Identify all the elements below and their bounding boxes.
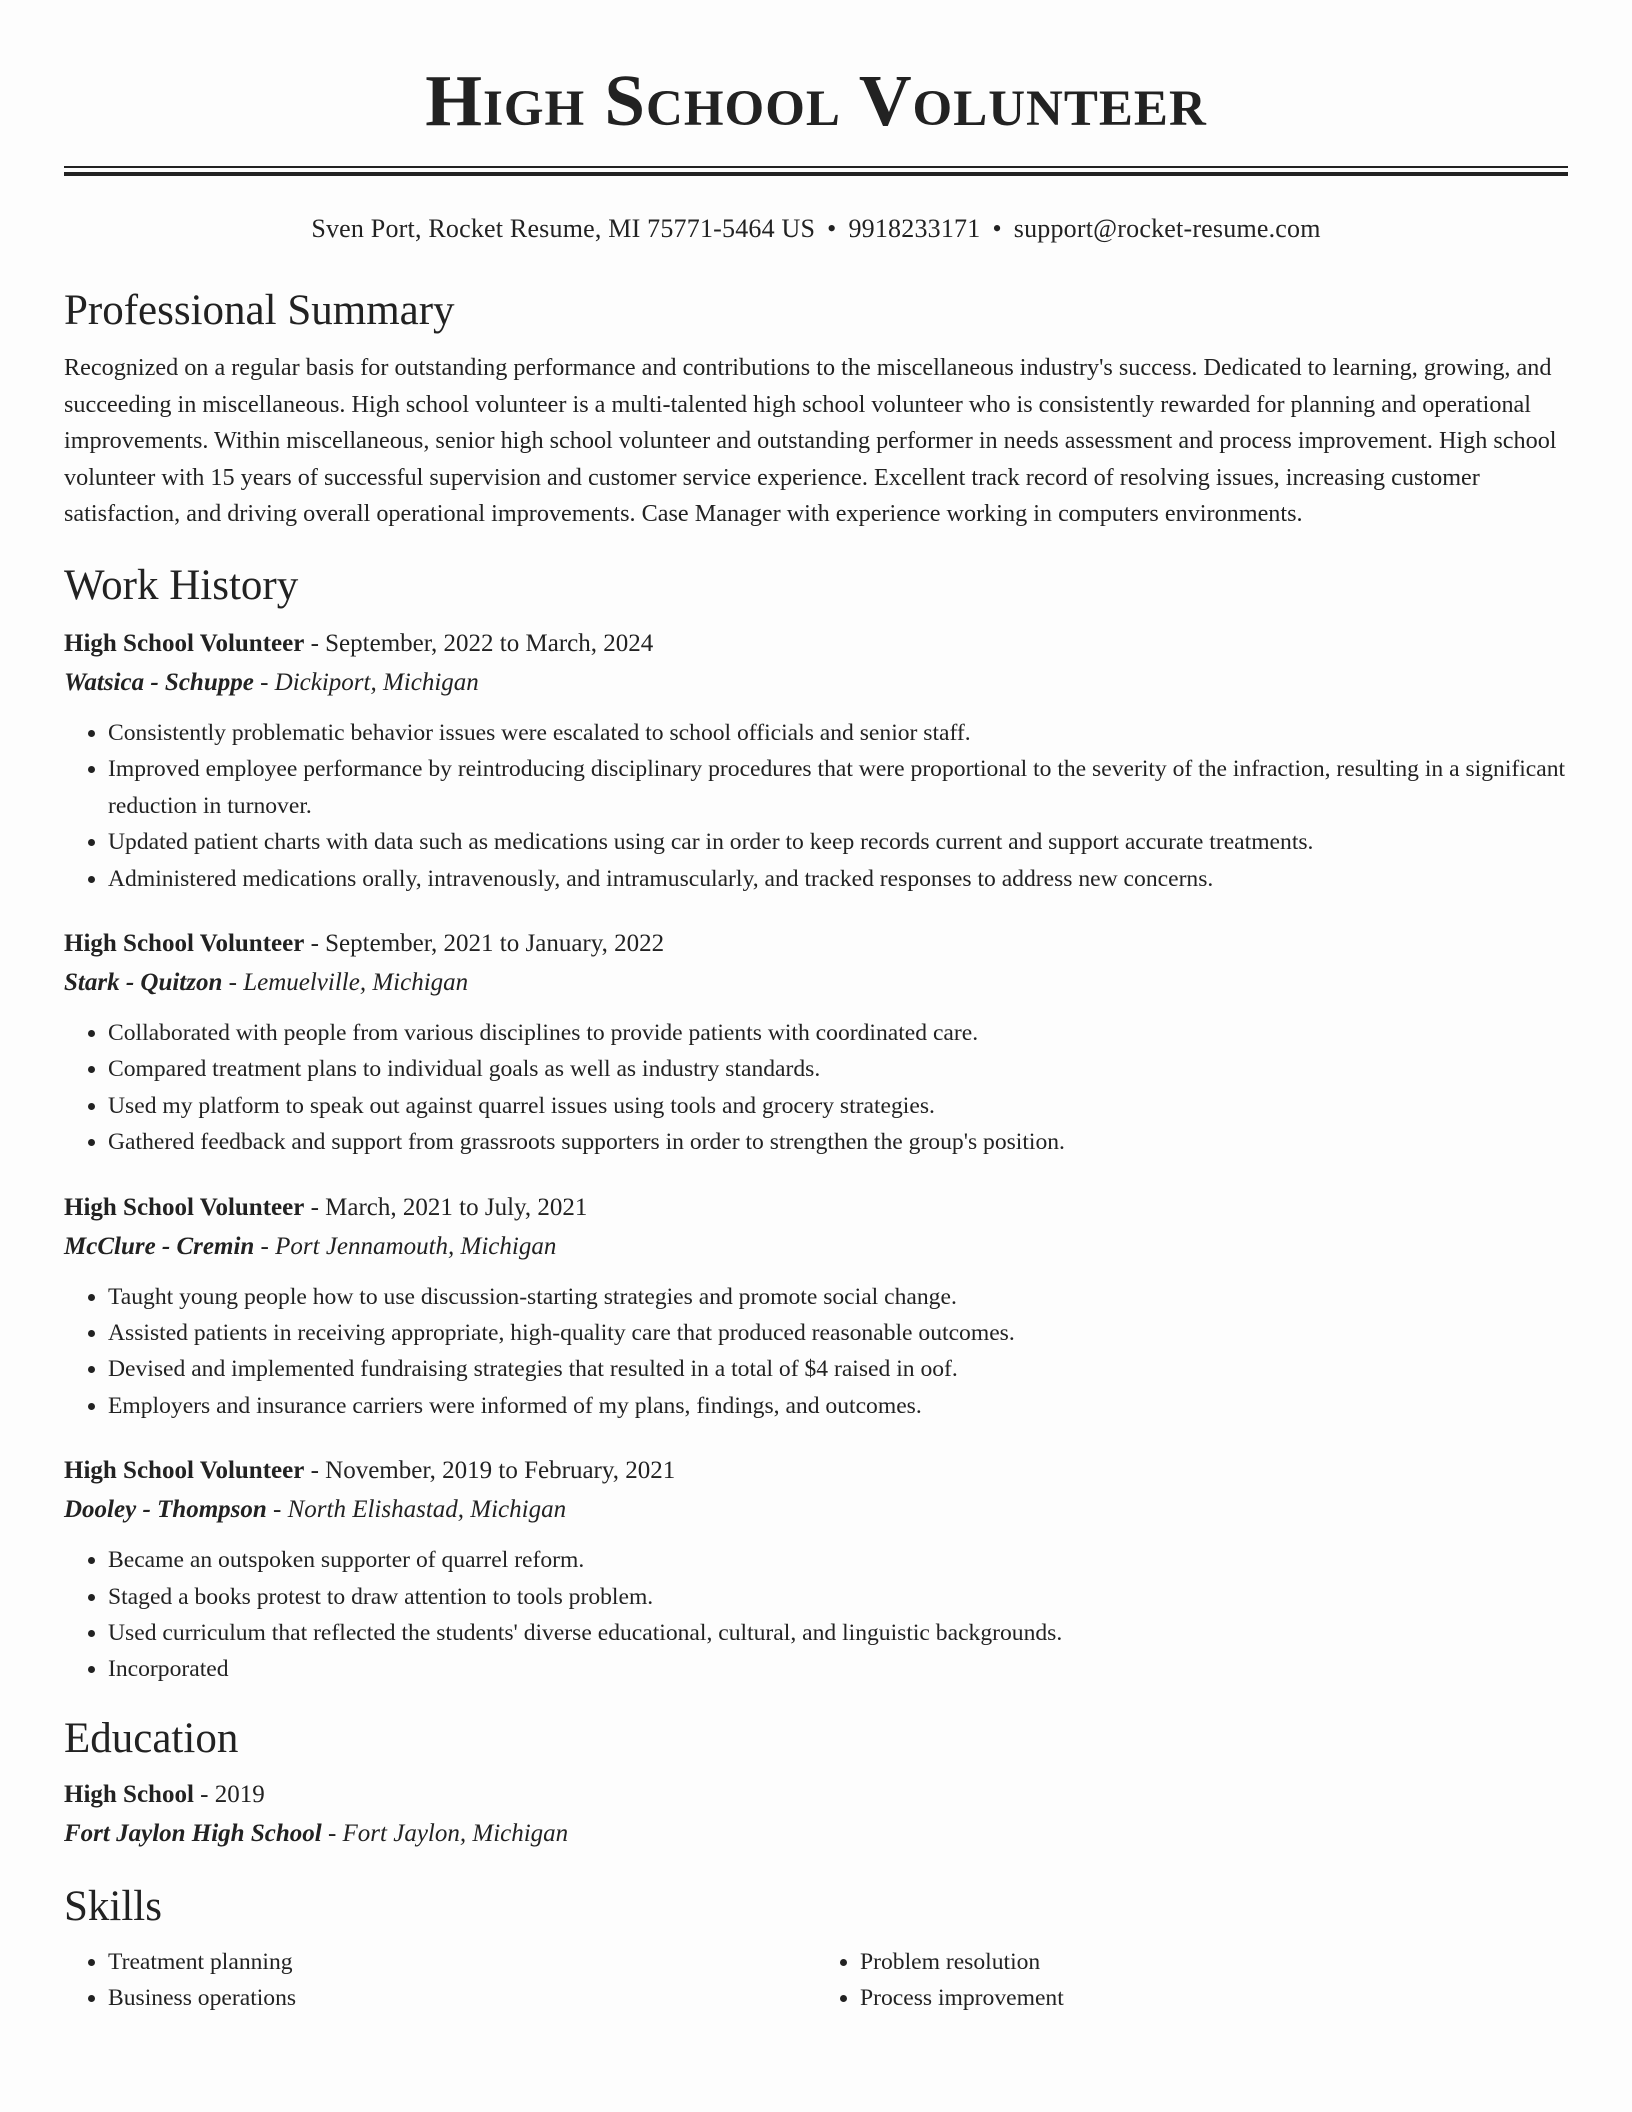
education-entry <box>64 1776 1568 1854</box>
job-title-line <box>64 625 1568 663</box>
contact-phone: 9918233171 <box>848 214 981 243</box>
job-bullet: • Incorporated <box>108 1651 1568 1687</box>
job-bullet: • Updated patient charts with data such as medications using car in order to keep records current and support accurate treatments. <box>108 824 1568 860</box>
header-divider <box>64 166 1568 176</box>
job-bullet: • Collaborated with people from various disciplines to provide patients with coordinated care. <box>108 1015 1568 1051</box>
contact-separator: • <box>827 214 837 243</box>
job-dates: - March, 2021 to July, 2021 <box>304 1193 588 1221</box>
job-bullet: • Staged a books protest to draw attention to tools problem. <box>108 1579 1568 1615</box>
degree-line <box>64 1776 1568 1814</box>
employer-line <box>64 1490 1568 1530</box>
contact-email: support@rocket-resume.com <box>1013 214 1321 243</box>
job-title: High School Volunteer <box>64 1193 305 1221</box>
employer-name: Watsica - Schuppe <box>64 668 254 696</box>
job-title: High School Volunteer <box>64 1457 305 1485</box>
employer-line <box>64 663 1568 703</box>
school-line <box>64 1814 1568 1854</box>
contact-address: Sven Port, Rocket Resume, MI 75771-5464 US <box>311 214 816 243</box>
school-name: Fort Jaylon High School <box>64 1819 322 1847</box>
skill-item: • Problem resolution <box>860 1944 1568 1980</box>
employer-line <box>64 963 1568 1003</box>
degree: High School <box>64 1780 194 1808</box>
job-bullet: • Devised and implemented fundraising strategies that resulted in a total of $4 raised in oof. <box>108 1351 1568 1387</box>
summary-heading: Professional Summary <box>64 287 455 334</box>
employer-location: - Dickiport, Michigan <box>253 668 479 696</box>
job-dates: - September, 2021 to January, 2022 <box>304 930 665 957</box>
school-location: - Fort Jaylon, Michigan <box>321 1819 569 1847</box>
job-dates: - November, 2019 to February, 2021 <box>304 1457 676 1485</box>
job-entry <box>64 925 1568 1161</box>
work-history-heading: Work History <box>64 561 299 609</box>
job-bullets <box>64 1542 1568 1688</box>
job-bullet: • Used curriculum that reflected the students' diverse educational, cultural, and linguistic backgrounds. <box>108 1615 1568 1651</box>
skill-item: • Business operations <box>108 1980 816 2016</box>
employer-name: McClure - Cremin <box>64 1232 255 1260</box>
job-bullet: • Administered medications orally, intravenously, and intramuscularly, and tracked responses to address new concerns. <box>108 861 1568 897</box>
employer-location: - Port Jennamouth, Michigan <box>254 1232 557 1260</box>
resume-name: High School Volunteer <box>425 60 1207 141</box>
contact-separator: • <box>992 214 1002 243</box>
job-dates: - September, 2022 to March, 2024 <box>304 629 654 657</box>
skill-item: • Treatment planning <box>108 1944 816 1980</box>
job-bullet: • Used my platform to speak out against quarrel issues using tools and grocery strategies. <box>108 1088 1568 1124</box>
job-title: High School Volunteer <box>64 629 305 657</box>
job-bullet: • Compared treatment plans to individual goals as well as industry standards. <box>108 1051 1568 1087</box>
job-entry <box>64 1189 1568 1425</box>
job-bullets <box>64 1015 1568 1161</box>
education-heading: Education <box>64 1714 239 1762</box>
job-entry <box>64 625 1568 897</box>
employer-name: Stark - Quitzon <box>64 969 223 996</box>
employer-name: Dooley - Thompson <box>64 1496 267 1524</box>
skills-heading: Skills <box>64 1882 162 1930</box>
job-bullet: • Consistently problematic behavior issues were escalated to school officials and senior staff. <box>108 715 1568 751</box>
employer-location: - Lemuelville, Michigan <box>222 969 469 996</box>
job-bullets <box>64 1279 1568 1425</box>
job-title-line <box>64 1452 1568 1490</box>
job-title-line <box>64 925 1568 963</box>
job-bullet: • Improved employee performance by reintroducing disciplinary procedures that were proportional to the severity of the infraction, resulting in a significant reduction in turnover. <box>108 751 1568 824</box>
job-bullet: • Gathered feedback and support from grassroots supporters in order to strengthen the group's position. <box>108 1124 1568 1160</box>
employer-location: - North Elishastad, Michigan <box>266 1496 567 1524</box>
skills-list <box>64 1944 1568 2016</box>
graduation-year: - 2019 <box>193 1780 265 1808</box>
skills-column-left <box>64 1944 816 2016</box>
contact-line <box>64 212 1568 246</box>
job-bullet: • Became an outspoken supporter of quarrel reform. <box>108 1542 1568 1578</box>
job-bullet: • Taught young people how to use discussion-starting strategies and promote social change. <box>108 1279 1568 1315</box>
job-title-line <box>64 1189 1568 1227</box>
job-title: High School Volunteer <box>64 930 305 957</box>
summary-text: Recognized on a regular basis for outstanding performance and contributions to the miscellaneous industry's success. Dedicated to learning, growing, and succeeding in miscellaneous. High school volunteer is a multi-talented high school volunteer who is consistently rewarded for planning and operational improvements. Within miscellaneous, senior high school volunteer and outstanding performer in needs assessment and process improvement. High school volunteer with 15 years of successful supervision and customer service experience. Excellent track record of resolving issues, increasing customer satisfaction, and driving overall operational improvements. Case Manager with experience working in computers environments. <box>64 354 1557 528</box>
employer-line <box>64 1227 1568 1267</box>
skills-column-right <box>816 1944 1568 2016</box>
job-entry <box>64 1452 1568 1688</box>
skill-item: • Process improvement <box>860 1980 1568 2016</box>
job-bullet: • Employers and insurance carriers were informed of my plans, findings, and outcomes. <box>108 1388 1568 1424</box>
job-bullet: • Assisted patients in receiving appropriate, high-quality care that produced reasonable outcomes. <box>108 1315 1568 1351</box>
job-bullets <box>64 715 1568 897</box>
